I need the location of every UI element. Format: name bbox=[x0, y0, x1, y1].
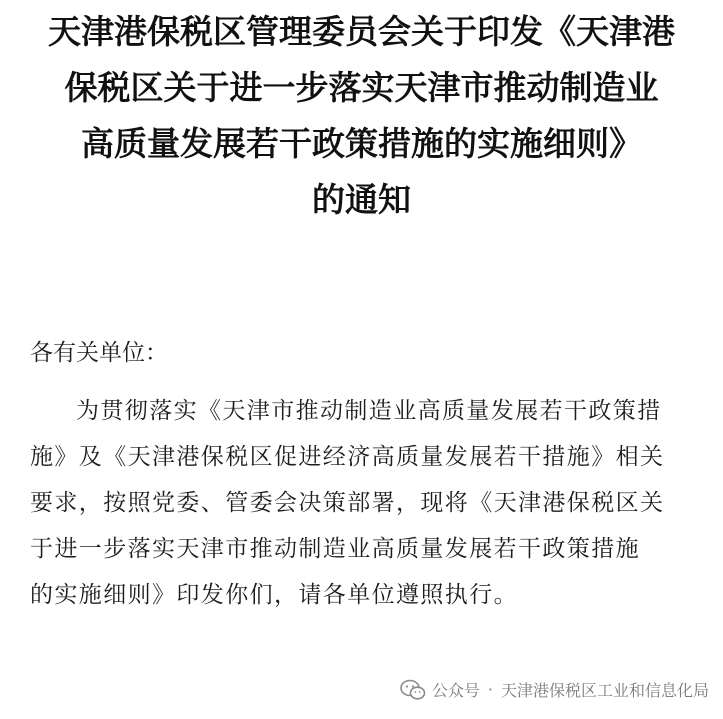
title-line-3: 高质量发展若干政策措施的实施细则》 bbox=[81, 124, 642, 163]
body-line-1: 为贯彻落实《天津市推动制造业高质量发展若干政策措 bbox=[76, 398, 662, 424]
document-title bbox=[0, 4, 723, 228]
title-line-1: 天津港保税区管理委员会关于印发《天津港 bbox=[48, 12, 675, 51]
watermark bbox=[400, 678, 709, 701]
body-line-4: 于进一步落实天津市推动制造业高质量发展若干政策措施 bbox=[30, 536, 640, 562]
watermark-separator: · bbox=[487, 680, 493, 699]
body-paragraph bbox=[30, 388, 710, 618]
watermark-account: 天津港保税区工业和信息化局 bbox=[500, 681, 709, 700]
body-line-2: 施》及《天津港保税区促进经济高质量发展若干措施》相关 bbox=[30, 444, 665, 470]
title-line-4: 的通知 bbox=[312, 180, 411, 219]
greeting: 各有关单位： bbox=[30, 340, 168, 366]
wechat-icon bbox=[400, 679, 426, 701]
title-line-2: 保税区关于进一步落实天津市推动制造业 bbox=[64, 68, 659, 107]
body-line-3: 要求，按照党委、管委会决策部署，现将《天津港保税区关 bbox=[30, 490, 665, 516]
watermark-platform: 公众号 bbox=[431, 681, 480, 700]
body-line-5: 的实施细则》印发你们，请各单位遵照执行。 bbox=[30, 582, 518, 608]
